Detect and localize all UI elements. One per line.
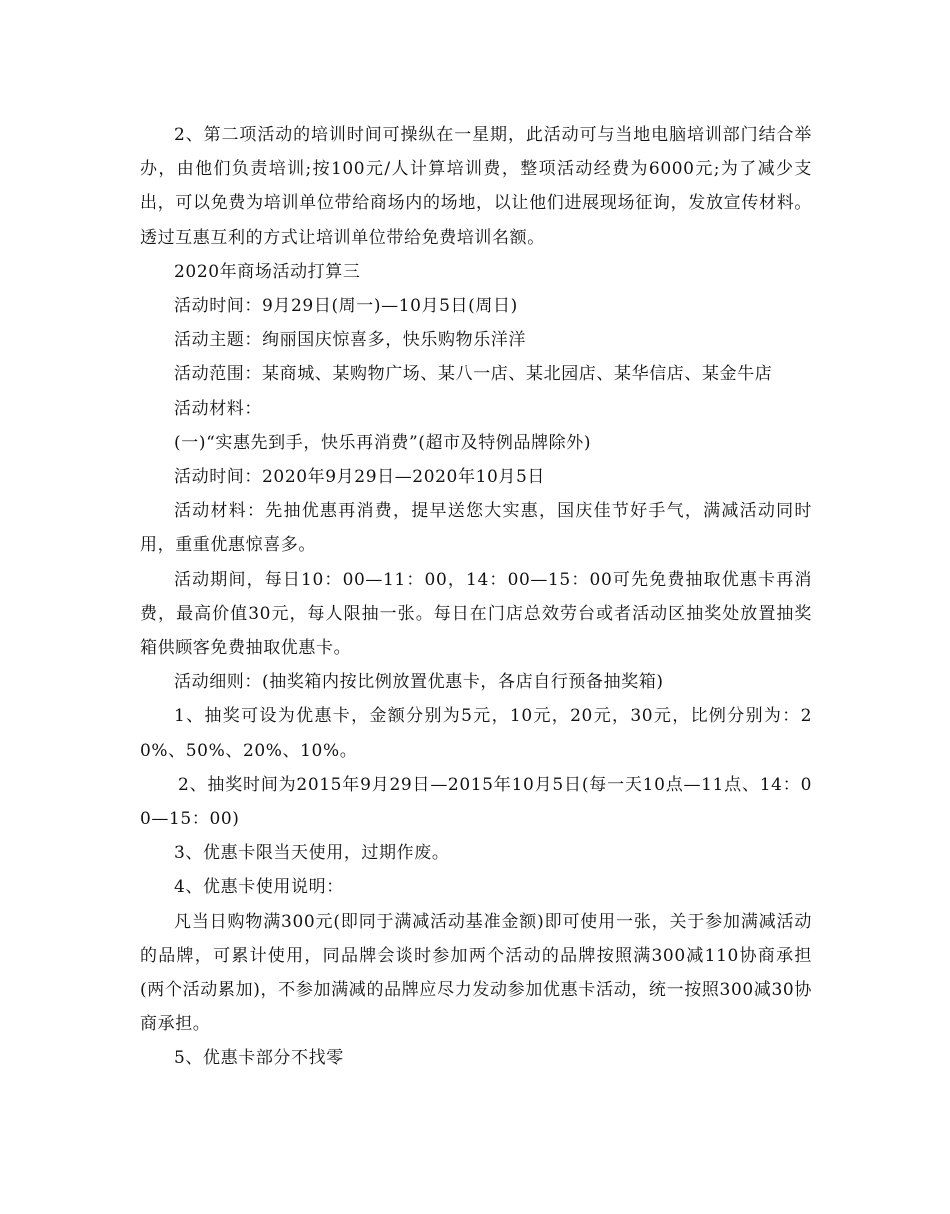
- section-one-heading: (一)“实惠先到手，快乐再消费”(超市及特例品牌除外): [174, 432, 592, 453]
- rule-item-4: 4、优惠卡使用说明：: [174, 877, 344, 898]
- activity-period-paragraph: 活动期间，每日10：00—11：00，14：00—15：00可先免费抽取优惠卡再消费，最高价值30元，每人限抽一张。每日在门店总效劳台或者活动区抽奖处放置抽奖箱供顾客免费抽取优惠卡。: [140, 569, 812, 659]
- rule-item-3: 3、优惠卡限当天使用，过期作废。: [174, 843, 450, 864]
- plan-three-heading: 2020年商场活动打算三: [174, 261, 361, 282]
- section-one-time: 活动时间：2020年9月29日—2020年10月5日: [174, 467, 546, 488]
- activity-theme: 活动主题：绚丽国庆惊喜多，快乐购物乐洋洋: [174, 330, 526, 351]
- rule-item-5: 5、优惠卡部分不找零: [174, 1048, 344, 1069]
- coupon-usage-paragraph: 凡当日购物满300元(即同于满减活动基准金额)即可使用一张，关于参加满减活动的品牌，可累计使用，同品牌会谈时参加两个活动的品牌按照满300减110协商承担(两个活动累加)，不参加满减的品牌应尽力发动参加优惠卡活动，统一按照300减30协商承担。: [140, 911, 812, 1035]
- activity-rules: 活动细则：(抽奖箱内按比例放置优惠卡，各店自行预备抽奖箱): [174, 672, 664, 693]
- rule-item-1: 1、抽奖可设为优惠卡，金额分别为5元，10元，20元，30元，比例分别为：20%、50%、20%、10%。: [140, 706, 812, 761]
- activity-scope: 活动范围：某商城、某购物广场、某八一店、某北园店、某华信店、某金牛店: [174, 364, 773, 385]
- paragraph-training-time: 2、第二项活动的培训时间可操纵在一星期，此活动可与当地电脑培训部门结合举办，由他们负责培训;按100元/人计算培训费，整项活动经费为6000元;为了减少支出，可以免费为培训单位带给商场内的场地，以让他们进展现场征询，发放宣传材料。透过互惠互利的方式让培训单位带给免费培训名额。: [140, 125, 812, 248]
- activity-time: 活动时间：9月29日(周一)—10月5日(周日): [174, 296, 518, 317]
- section-one-material: 活动材料：先抽优惠再消费，提早送您大实惠，国庆佳节好手气，满减活动同时用，重重优惠惊喜多。: [140, 501, 812, 556]
- activity-material-label: 活动材料：: [174, 398, 262, 419]
- rule-item-2: 2、抽奖时间为2015年9月29日—2015年10月5日(每一天10点—11点、14：00—15：00): [140, 774, 812, 830]
- document-body: [140, 118, 812, 1076]
